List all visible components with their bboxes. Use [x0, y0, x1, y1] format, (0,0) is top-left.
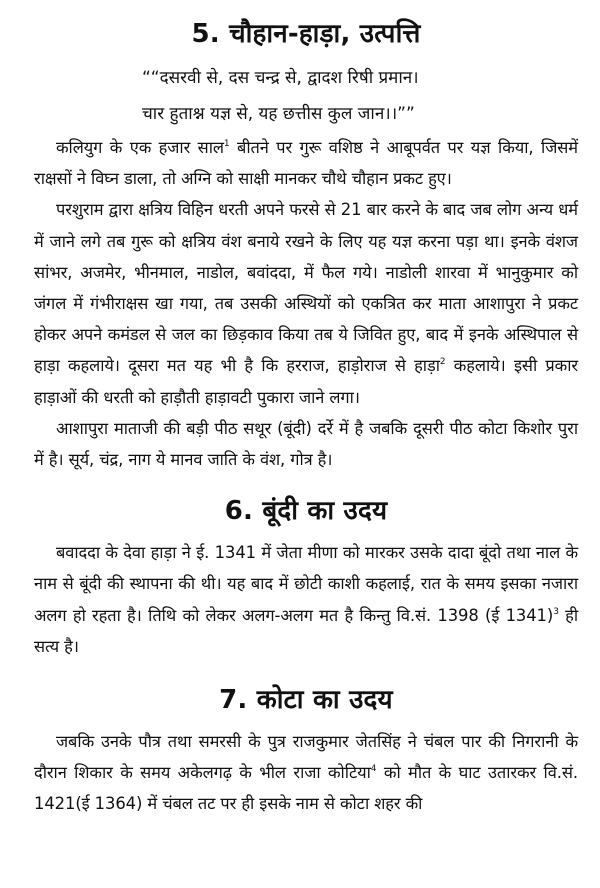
paragraph-text: कलियुग के एक हजार साल [56, 138, 224, 157]
paragraph-text: ही सत्य है। [34, 605, 578, 656]
paragraph-text: बवाददा के देवा हाड़ा ने ई. 1341 में जेता मीणा को मारकर उसके दादा बूंदो तथा नाल के नाम से बूंदी की स्थापना की थी। यह बाद में छोटी काशी कहलाई, रात के समय इसका नजारा अलग हो रहता है। तिथि को लेकर अलग-अलग मत है किन्तु वि.सं. 1398 (ई 1341) [34, 543, 578, 625]
paragraph-text: को मौत के घाट उतारकर वि.सं. 1421(ई 1364) में चंबल तट पर ही इसके नाम से कोटा शहर की [34, 763, 579, 814]
section-heading-kota: 7. कोटा का उदय [219, 685, 393, 716]
couplet-line-2: चार हुताश्न यज्ञ से, यह छत्तीस कुल जान।।”” [142, 104, 415, 124]
footnote-marker: 3 [553, 606, 559, 617]
paragraph-text: परशुराम द्वारा क्षत्रिय विहिन धरती अपने फरसे से 21 बार करने के बाद जब लोग अन्य धर्म में जाने लगे तब गुरू को क्षत्रिय वंश बनाये रखने के लिए यह यज्ञ करना पड़ा था। इनके वंशज सांभर, अजमेर, भीनमाल, नाडोल, बवांददा, में फैल गये। नाडोली शारवा में भानुकुमार को जंगल में गंभीराक्षस खा गया, तब उसकी अस्थियों को एकत्रित कर माता आशापुरा ने प्रकट होकर अपने कमंडल से जल का छिड़काव किया तब ये जिवित हुए, बाद में इनके अस्थिपाल से हाड़ा कहलाये। दूसरा मत यह भी है कि हरराज, हाड़ोराज से हाड़ा [34, 200, 578, 376]
section-heading-chauhan-hada: 5. चौहान-हाड़ा, उत्पत्ति [191, 19, 421, 49]
paragraph-ashapura: आशापुरा माताजी की बड़ी पीठ सथूर (बूंदी) दर्रे में है जबकि दूसरी पीठ कोटा किशोर पुरा में है। सूर्य, चंद्र, नाग ये मानव जाति के वंश, गोत्र है। [34, 418, 578, 470]
couplet-line-1: ““दसरवी से, दस चन्द्र से, द्वादश रिषी प्रमान। [142, 68, 419, 88]
paragraph-parshuram [34, 194, 578, 412]
paragraph-kota [34, 726, 578, 820]
spacer [34, 475, 578, 491]
paragraph-bundi [34, 537, 578, 662]
paragraph-text: जबकि उनके पौत्र तथा समरसी के पुत्र राजकुमार जेतसिंह ने चंबल पार की निगरानी के दौरान शिकार के समय अकेलगढ़ के भील राजा कोटिया [34, 732, 578, 783]
paragraph-kaliyug [34, 132, 578, 194]
footnote-marker: 1 [223, 139, 230, 149]
footnote-marker: 4 [370, 764, 377, 775]
footnote-marker: 2 [439, 357, 446, 368]
spacer [34, 662, 578, 680]
section-heading-bundi: 6. बूंदी का उदय [224, 496, 388, 527]
paragraph-text: कहलाये। इसी प्रकार हाड़ाओं की धरती को हाड़ौती हाड़ावटी पुकारा जाने लगा। [34, 356, 578, 407]
paragraph-text: बीतने पर गुरू वशिष्ठ ने आबूपर्वत पर यज्ञ किया, जिसमें राक्षसों ने विघ्न डाला, तो अग्नि को साक्षी मानकर चौथे चौहान प्रकट हुए। [34, 138, 578, 189]
